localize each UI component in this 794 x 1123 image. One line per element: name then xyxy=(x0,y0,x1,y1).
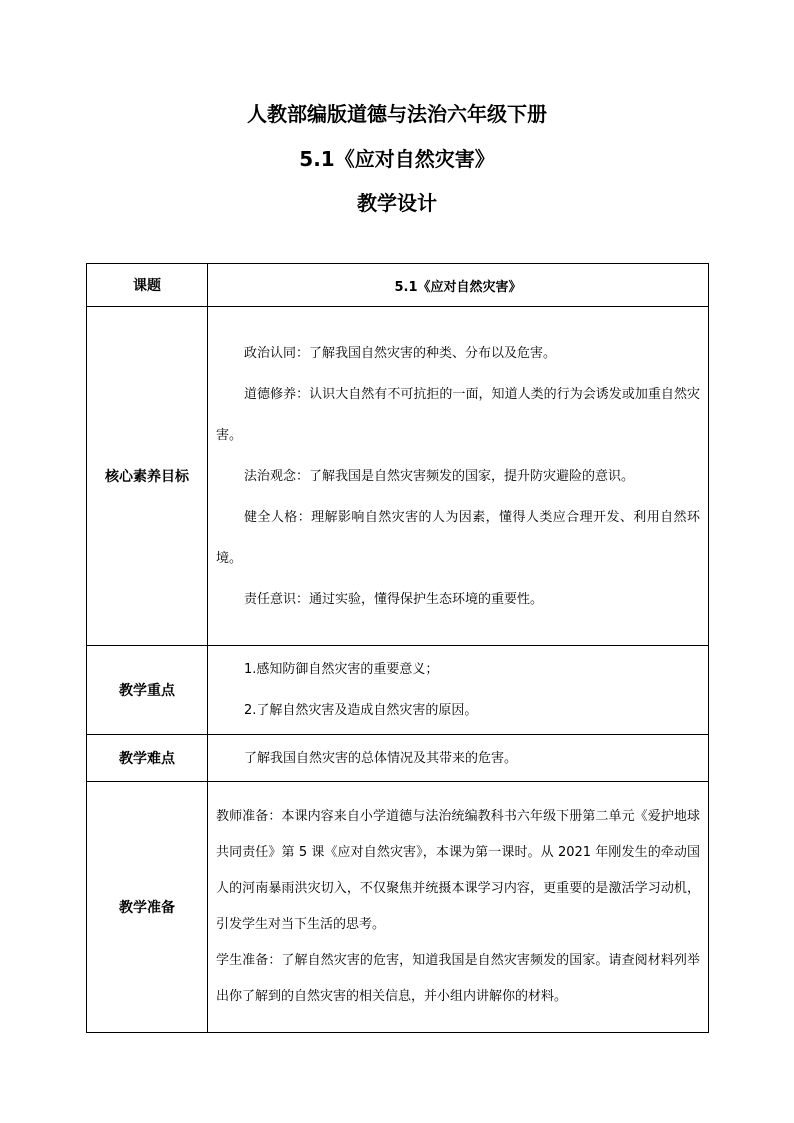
core-goal-item: 道德修养：认识大自然有不可抗拒的一面，知道人类的行为会诱发或加重自然灾害。 xyxy=(216,386,700,443)
key-point-item: 1.感知防御自然灾害的重要意义； xyxy=(244,662,439,677)
core-goals-content xyxy=(208,307,709,646)
title-doc-type: 教学设计 xyxy=(357,191,437,215)
student-preparation: 学生准备：了解自然灾害的危害，知道我国是自然灾害频发的国家。请查阅材料列举出你了解到的自然灾害的相关信息，并小组内讲解你的材料。 xyxy=(216,953,700,1004)
table-row-core-goals xyxy=(87,307,709,646)
difficulty-content xyxy=(208,735,709,782)
topic-label: 课题 xyxy=(87,264,208,307)
preparation-label: 教学准备 xyxy=(87,782,208,1033)
lesson-plan-table xyxy=(86,263,709,1033)
table-row-topic xyxy=(87,264,709,307)
difficulty-text: 了解我国自然灾害的总体情况及其带来的危害。 xyxy=(244,750,518,766)
table-row-difficulty xyxy=(87,735,709,782)
difficulty-label: 教学难点 xyxy=(87,735,208,782)
key-point-item: 2.了解自然灾害及造成自然灾害的原因。 xyxy=(244,703,478,718)
core-goal-item: 责任意识：通过实验，懂得保护生态环境的重要性。 xyxy=(244,591,544,607)
core-goal-item: 健全人格：理解影响自然灾害的人为因素，懂得人类应合理开发、利用自然环境。 xyxy=(216,509,700,566)
key-points-label: 教学重点 xyxy=(87,646,208,735)
topic-value: 5.1《应对自然灾害》 xyxy=(208,264,709,307)
title-course: 人教部编版道德与法治六年级下册 xyxy=(247,102,547,126)
core-goal-item: 政治认同：了解我国自然灾害的种类、分布以及危害。 xyxy=(244,345,557,361)
title-lesson: 5.1《应对自然灾害》 xyxy=(299,147,495,171)
teacher-preparation: 教师准备：本课内容来自小学道德与法治统编教科书六年级下册第二单元《爱护地球 共同责任》第 5 课《应对自然灾害》，本课为第一课时。从 2021 年刚发生的牵动国人的河南暴雨洪灾切入，不仅聚焦并统摄本课学习内容，更重要的是激活学习动机，引发学生对当下生活的思考。 xyxy=(216,809,700,932)
key-points-content xyxy=(208,646,709,735)
table-row-key-points xyxy=(87,646,709,735)
core-goal-item: 法治观念：了解我国是自然灾害频发的国家，提升防灾避险的意识。 xyxy=(244,468,635,484)
core-goals-label: 核心素养目标 xyxy=(87,307,208,646)
table-row-preparation xyxy=(87,782,709,1033)
preparation-content xyxy=(208,782,709,1033)
